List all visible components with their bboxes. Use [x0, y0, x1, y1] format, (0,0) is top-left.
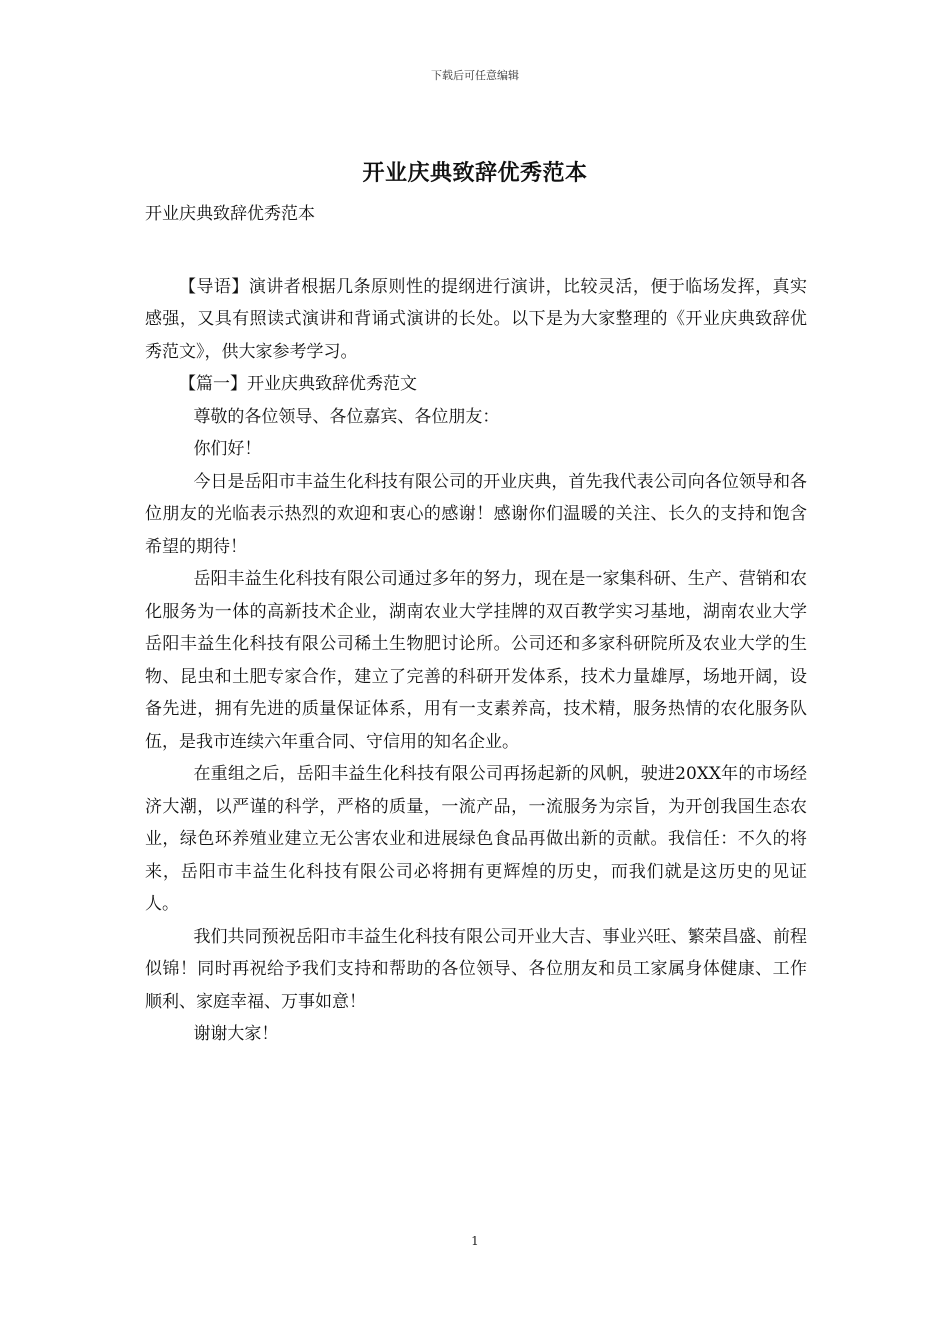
paragraph-wishes: 我们共同预祝岳阳市丰益生化科技有限公司开业大吉、事业兴旺、繁荣昌盛、前程似锦！同时再祝给予我们支持和帮助的各位领导、各位朋友和员工家属身体健康、工作顺利、家庭幸福、万事如意！ [145, 926, 807, 1012]
paragraph-section-heading: 【篇一】开业庆典致辞优秀范文 [179, 374, 417, 394]
header-note: 下载后可任意编辑 [431, 69, 519, 82]
document-subtitle: 开业庆典致辞优秀范本 [145, 204, 315, 224]
paragraph-future: 在重组之后，岳阳丰益生化科技有限公司再扬起新的风帆，驶进20XX年的市场经济大潮，以严谨的科学，严格的质量，一流产品，一流服务为宗旨，为开创我国生态农业，绿色环养殖业建立无公害农业和进展绿色食品再做出新的贡献。我信任：不久的将来，岳阳市丰益生化科技有限公司必将拥有更辉煌的历史，而我们就是这历史的见证人。 [145, 764, 807, 914]
paragraph-welcome: 今日是岳阳市丰益生化科技有限公司的开业庆典，首先我代表公司向各位领导和各位朋友的光临表示热烈的欢迎和衷心的感谢！感谢你们温暖的关注、长久的支持和饱含希望的期待！ [145, 471, 807, 557]
paragraph-spacer [145, 231, 807, 271]
paragraph-intro: 【导语】演讲者根据几条原则性的提纲进行演讲，比较灵活，便于临场发挥，真实感强，又具有照读式演讲和背诵式演讲的长处。以下是为大家整理的《开业庆典致辞优秀范文》，供大家参考学习。 [145, 276, 807, 362]
paragraph-company-profile: 岳阳丰益生化科技有限公司通过多年的努力，现在是一家集科研、生产、营销和农化服务为一体的高新技术企业，湖南农业大学挂牌的双百教学实习基地，湖南农业大学岳阳丰益生化科技有限公司稀土生物肥讨论所。公司还和多家科研院所及农业大学的生物、昆虫和土肥专家合作，建立了完善的科研开发体系，技术力量雄厚，场地开阔，设备先进，拥有先进的质量保证体系，用有一支素养高，技术精，服务热情的农化服务队伍，是我市连续六年重合同、守信用的知名企业。 [145, 569, 807, 752]
page-number: 1 [471, 1234, 479, 1248]
document-body [145, 198, 807, 1051]
paragraph-greeting: 你们好！ [193, 439, 262, 459]
document-title: 开业庆典致辞优秀范本 [362, 160, 588, 186]
paragraph-thanks: 谢谢大家！ [193, 1024, 279, 1044]
paragraph-salutation: 尊敬的各位领导、各位嘉宾、各位朋友： [193, 406, 500, 427]
